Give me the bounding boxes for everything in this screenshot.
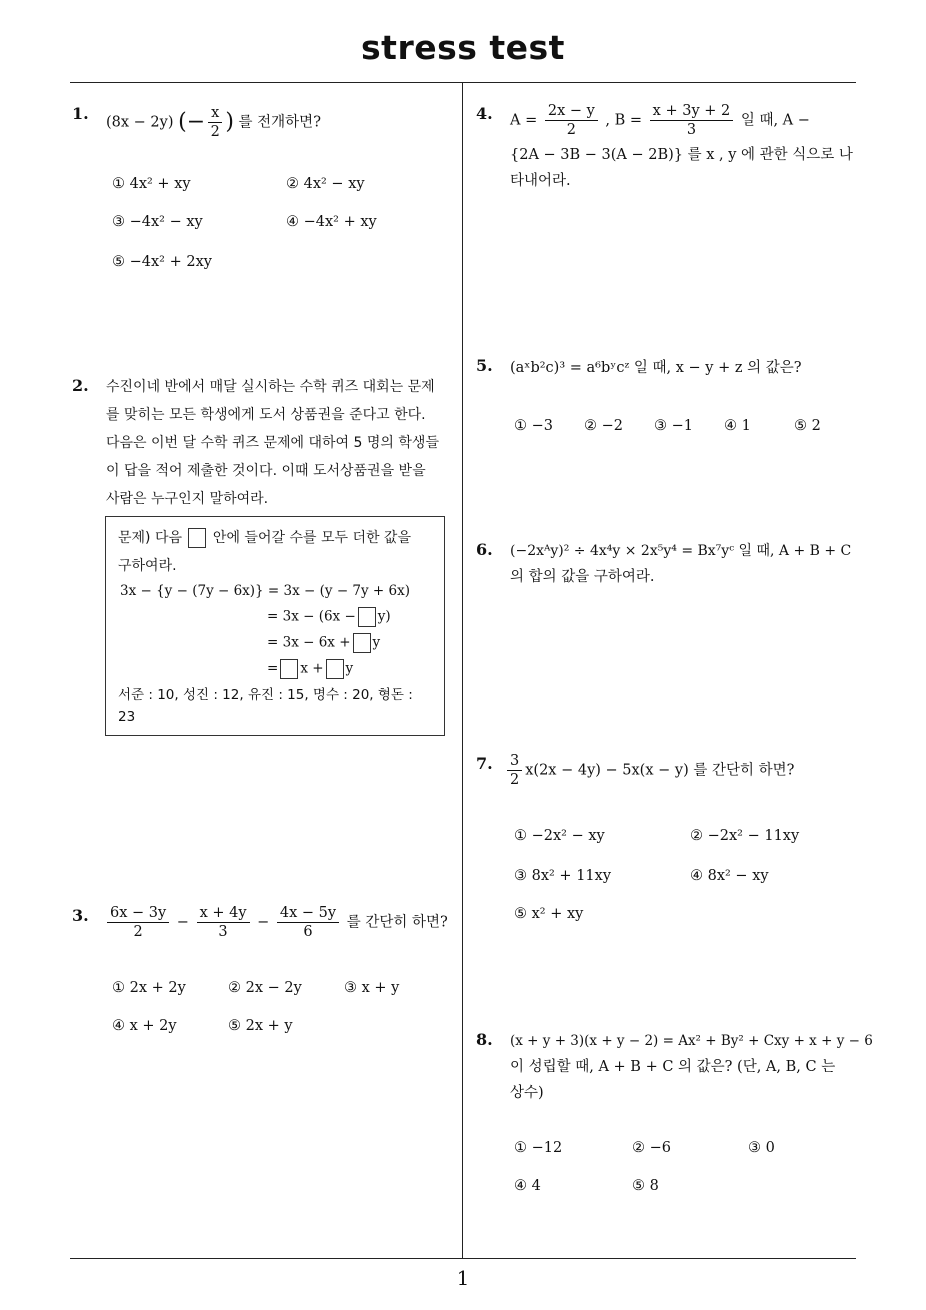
stem-text: 일 때, A − [740,112,810,129]
box-line: 구하여라. [118,558,177,574]
denominator: 3 [686,122,697,138]
equation-text: y [372,634,381,651]
option-4[interactable]: ④ 4 [514,1178,541,1194]
option-3[interactable]: ③ x + y [344,980,400,996]
denominator: 3 [218,924,228,940]
footer-rule [70,1258,856,1259]
numerator: 3 [507,752,522,771]
page-title: stress test [361,28,565,67]
option-4[interactable]: ④ x + 2y [112,1018,177,1034]
equation-text: = 3x − 6x + [267,634,351,651]
numerator: x + 3y + 2 [650,102,734,121]
option-2[interactable]: ② −2 [584,418,623,434]
column-divider [462,83,463,1258]
problem-number: 2. [72,376,89,395]
problem-stem-line3: 상수) [510,1085,544,1101]
expression: (8x − 2y) [106,114,174,131]
equation-text: x + [300,660,324,677]
equation-text: y) [377,608,391,625]
problem-stem [106,104,321,141]
equation-text: = [267,660,279,677]
operator: − [176,914,189,931]
blank-box [280,659,298,679]
option-4[interactable]: ④ 8x² − xy [690,868,769,884]
denominator: 2 [510,772,520,788]
problem-number: 3. [72,906,89,925]
problem-stem-line1: (−2xᴬy)² ÷ 4x⁴y × 2x⁵y⁴ = Bx⁷yᶜ 일 때, A + B + C [510,543,852,559]
stem-line: 를 맞히는 모든 학생에게 도서 상품권을 준다고 한다. [106,407,426,423]
option-2[interactable]: ② 4x² − xy [286,176,365,192]
fraction [197,904,250,941]
box-text: 안에 들어갈 수를 모두 더한 값을 [212,530,411,546]
problem-stem-line2: {2A − 3B − 3(A − 2B)} 를 x , y 에 관한 식으로 나 [510,147,853,163]
problem-number: 5. [476,356,493,375]
problem-stem [104,904,448,941]
option-1[interactable]: ① −2x² − xy [514,828,605,844]
option-2[interactable]: ② −6 [632,1140,671,1156]
option-1[interactable]: ① 4x² + xy [112,176,191,192]
fraction [650,102,734,139]
problem-stem-line1 [510,102,810,139]
student-answers: 서준 : 10, 성진 : 12, 유진 : 15, 명수 : 20, 형돈 : [118,687,413,703]
option-3[interactable]: ③ −1 [654,418,693,434]
stem-text: x(2x − 4y) − 5x(x − y) 를 간단히 하면? [525,762,795,779]
stem-text: 를 전개하면? [238,114,321,131]
equation-text: y [345,660,354,677]
fraction [507,752,522,789]
operator: − [257,914,270,931]
denominator: 2 [566,122,576,138]
option-4[interactable]: ④ −4x² + xy [286,214,377,230]
box-text: 문제) 다음 [118,530,183,546]
problem-stem-line2: 이 성립할 때, A + B + C 의 값은? (단, A, B, C 는 [510,1059,836,1075]
denominator: 6 [303,924,313,940]
option-2[interactable]: ② 2x − 2y [228,980,302,996]
numerator: x [208,104,222,123]
option-4[interactable]: ④ 1 [724,418,751,434]
fraction [277,904,339,941]
student-answers: 23 [118,709,136,725]
problem-stem [106,373,439,513]
option-5[interactable]: ⑤ 2x + y [228,1018,293,1034]
problem-number: 7. [476,754,493,773]
label: A = [510,112,538,129]
option-1[interactable]: ① −3 [514,418,553,434]
option-2[interactable]: ② −2x² − 11xy [690,828,800,844]
separator: , [605,112,611,129]
header-rule [70,82,856,83]
problem-number: 1. [72,104,89,123]
numerator: x + 4y [197,904,250,923]
denominator: 2 [210,124,220,140]
problem-stem-line2: 의 합의 값을 구하여라. [510,569,655,585]
fraction [545,102,598,139]
page-number: 1 [456,1266,470,1290]
stem-line: 수진이네 반에서 매달 실시하는 수학 퀴즈 대회는 문제 [106,379,435,395]
blank-box [353,633,371,653]
fraction [208,104,222,141]
option-1[interactable]: ① −12 [514,1140,563,1156]
equation-text: = 3x − (6x − [267,608,356,625]
paren: ) [225,109,234,135]
numerator: 4x − 5y [277,904,339,923]
stem-line: 사람은 누구인지 말하여라. [106,491,269,507]
stem-line: 다음은 이번 달 수학 퀴즈 문제에 대하여 5 명의 학생들 [106,435,439,451]
problem-number: 6. [476,540,493,559]
equation-line: 3x − {y − (7y − 6x)} = 3x − (y − 7y + 6x) [120,583,410,599]
fraction [107,904,169,941]
option-5[interactable]: ⑤ x² + xy [514,906,584,922]
problem-stem-line3: 타내어라. [510,173,571,189]
problem-number: 4. [476,104,493,123]
option-3[interactable]: ③ 8x² + 11xy [514,868,612,884]
numerator: 2x − y [545,102,598,121]
option-5[interactable]: ⑤ 8 [632,1178,659,1194]
blank-box [326,659,344,679]
problem-number: 8. [476,1030,493,1049]
stem-line: 이 답을 적어 제출한 것이다. 이때 도서상품권을 받을 [106,463,426,479]
blank-box [188,528,206,548]
quiz-box [105,516,445,736]
stem-text: 를 간단히 하면? [346,914,448,931]
label: B = [614,112,643,129]
denominator: 2 [133,924,143,940]
option-1[interactable]: ① 2x + 2y [112,980,186,996]
problem-stem-line1: (x + y + 3)(x + y − 2) = Ax² + By² + Cxy + x + y − 6 [510,1033,873,1049]
box-line [118,527,411,548]
equation-line [267,633,380,653]
equation-line [267,607,391,627]
option-3[interactable]: ③ 0 [748,1140,775,1156]
paren: (− [178,109,206,135]
option-3[interactable]: ③ −4x² − xy [112,214,203,230]
problem-stem: (aˣb²c)³ = a⁶bʸcᶻ 일 때, x − y + z 의 값은? [510,360,802,376]
equation-line [267,659,353,679]
numerator: 6x − 3y [107,904,169,923]
problem-stem [504,752,794,789]
blank-box [358,607,376,627]
option-5[interactable]: ⑤ −4x² + 2xy [112,254,212,270]
option-5[interactable]: ⑤ 2 [794,418,821,434]
